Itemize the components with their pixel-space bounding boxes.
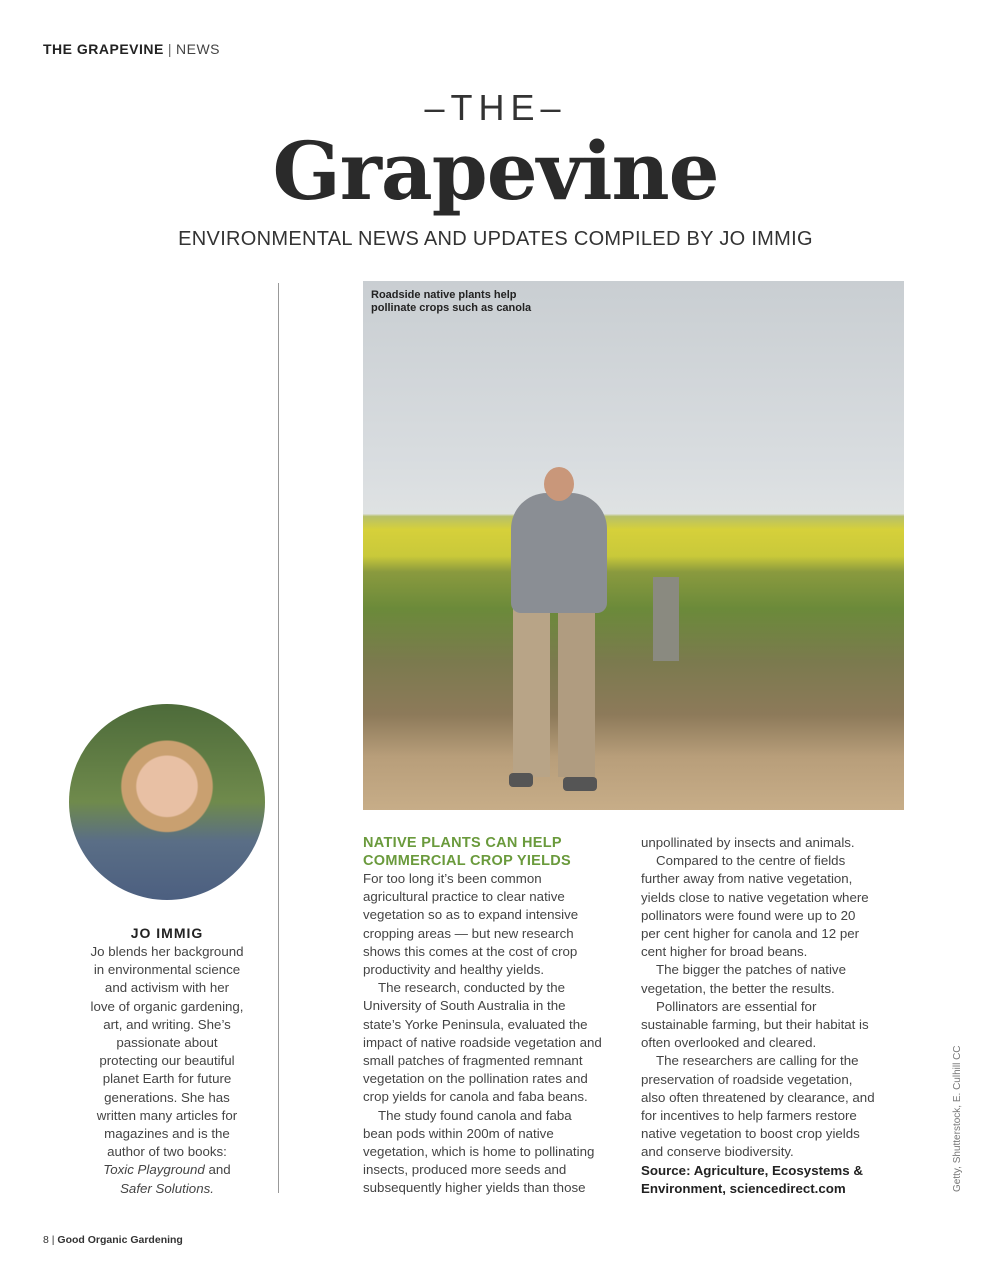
text-line: magazines and is the bbox=[104, 1126, 230, 1142]
text-line: in environmental science bbox=[93, 962, 241, 978]
column-divider bbox=[278, 283, 279, 1193]
section-name: THE GRAPEVINE bbox=[43, 41, 164, 57]
page-number: 8 bbox=[43, 1234, 49, 1246]
text-line: The bigger the patches of native bbox=[656, 962, 846, 978]
article-column-1 bbox=[363, 834, 633, 1198]
text-line: agricultural practice to clear native bbox=[363, 889, 565, 905]
text-line: often overlooked and cleared. bbox=[641, 1035, 817, 1051]
masthead-subtitle: ENVIRONMENTAL NEWS AND UPDATES COMPILED BY JO IMMIG bbox=[178, 228, 813, 250]
masthead-title: Grapevine bbox=[272, 124, 719, 218]
article-headline bbox=[363, 834, 633, 870]
folio bbox=[43, 1234, 183, 1246]
publication-name: Good Organic Gardening bbox=[57, 1234, 183, 1246]
text-line: for incentives to help farmers restore bbox=[641, 1108, 857, 1124]
text-line: further away from native vegetation, bbox=[641, 871, 853, 887]
man-shoe bbox=[563, 777, 597, 791]
text-line: small patches of fragmented remnant bbox=[363, 1053, 583, 1069]
photo-credit: Getty, Shutterstock, E. Culhill CC bbox=[952, 1045, 963, 1192]
fence-post bbox=[653, 577, 679, 661]
bio-text bbox=[72, 943, 262, 1161]
man-head bbox=[544, 467, 574, 501]
caption-line: pollinate crops such as canola bbox=[371, 302, 532, 314]
text-line: written many articles for bbox=[96, 1107, 238, 1123]
article-body bbox=[641, 834, 911, 1162]
text-line: impact of native roadside vegetation and bbox=[363, 1034, 602, 1050]
text-line: subsequently higher yields than those bbox=[363, 1180, 586, 1196]
text-line: protecting our beautiful bbox=[99, 1053, 235, 1069]
text-line: Pollinators are essential for bbox=[656, 998, 817, 1014]
text-line: sustainable farming, but their habitat is bbox=[641, 1017, 869, 1033]
text-line: cropping areas — but new research bbox=[363, 925, 574, 941]
text-line: cent higher for broad beans. bbox=[641, 944, 808, 960]
text-line: author of two books: bbox=[107, 1144, 227, 1160]
bio-books-line bbox=[72, 1161, 262, 1179]
separator: | bbox=[167, 41, 172, 57]
text-line: For too long it’s been common bbox=[363, 871, 542, 886]
man-hoodie bbox=[511, 493, 607, 613]
text-line: insects, produced more seeds and bbox=[363, 1162, 567, 1178]
headline-line: COMMERCIAL CROP YIELDS bbox=[363, 853, 572, 869]
category-name: NEWS bbox=[176, 41, 220, 57]
separator: | bbox=[51, 1234, 55, 1246]
text-line: University of South Australia in the bbox=[363, 998, 566, 1014]
article-source bbox=[641, 1162, 911, 1198]
text-line: love of organic gardening, bbox=[90, 998, 244, 1014]
book-title: Safer Solutions. bbox=[120, 1180, 214, 1196]
book-title: Toxic Playground bbox=[103, 1162, 205, 1178]
source-line: Source: Agriculture, Ecosystems & bbox=[641, 1162, 863, 1178]
bio-text-and: and bbox=[204, 1162, 231, 1178]
author-name: JO IMMIG bbox=[130, 925, 204, 941]
photo-caption bbox=[371, 289, 531, 315]
text-line: and conserve biodiversity. bbox=[641, 1144, 794, 1160]
text-line: shows this comes at the cost of crop bbox=[363, 943, 578, 959]
text-line: state’s Yorke Peninsula, evaluated the bbox=[363, 1016, 588, 1032]
article-column-2 bbox=[641, 834, 911, 1198]
text-line: productivity and healthy yields. bbox=[363, 962, 545, 978]
man-legs bbox=[513, 607, 595, 777]
text-line: yields close to native vegetation where bbox=[641, 889, 869, 905]
text-line: vegetation on the pollination rates and bbox=[363, 1071, 588, 1087]
author-portrait bbox=[69, 704, 265, 900]
text-line: passionate about bbox=[116, 1035, 218, 1051]
text-line: also often threatened by clearance, and bbox=[641, 1089, 875, 1105]
headline-line: NATIVE PLANTS CAN HELP bbox=[363, 835, 562, 851]
text-line: crop yields for canola and faba beans. bbox=[363, 1089, 588, 1105]
text-line: Compared to the centre of fields bbox=[656, 853, 846, 869]
text-line: generations. She has bbox=[104, 1089, 230, 1105]
feature-photo bbox=[363, 281, 904, 810]
text-line: preservation of roadside vegetation, bbox=[641, 1071, 853, 1087]
text-line: vegetation, the better the results. bbox=[641, 980, 835, 996]
text-line: vegetation so as to expand intensive bbox=[363, 907, 579, 923]
text-line: art, and writing. She’s bbox=[103, 1016, 231, 1032]
text-line: Jo blends her background bbox=[90, 944, 244, 959]
text-line: The researchers are calling for the bbox=[656, 1053, 859, 1069]
man-shoe bbox=[509, 773, 533, 787]
running-head bbox=[43, 41, 220, 57]
text-line: The research, conducted by the bbox=[378, 980, 566, 996]
text-line: planet Earth for future bbox=[102, 1071, 232, 1087]
text-line: bean pods within 200m of native bbox=[363, 1125, 554, 1141]
caption-line: Roadside native plants help bbox=[371, 289, 517, 301]
source-line: Environment, sciencedirect.com bbox=[641, 1180, 846, 1196]
text-line: pollinators were found were up to 20 bbox=[641, 907, 856, 923]
text-line: unpollinated by insects and animals. bbox=[641, 835, 855, 850]
article-body bbox=[363, 870, 633, 1198]
text-line: per cent higher for canola and 12 per bbox=[641, 926, 860, 942]
text-line: native vegetation to boost crop yields bbox=[641, 1126, 860, 1142]
author-bio bbox=[72, 923, 262, 1198]
text-line: The study found canola and faba bbox=[378, 1107, 572, 1123]
masthead-the: –THE– bbox=[424, 87, 567, 128]
text-line: vegetation, which is home to pollinating bbox=[363, 1144, 595, 1160]
text-line: and activism with her bbox=[104, 980, 230, 996]
